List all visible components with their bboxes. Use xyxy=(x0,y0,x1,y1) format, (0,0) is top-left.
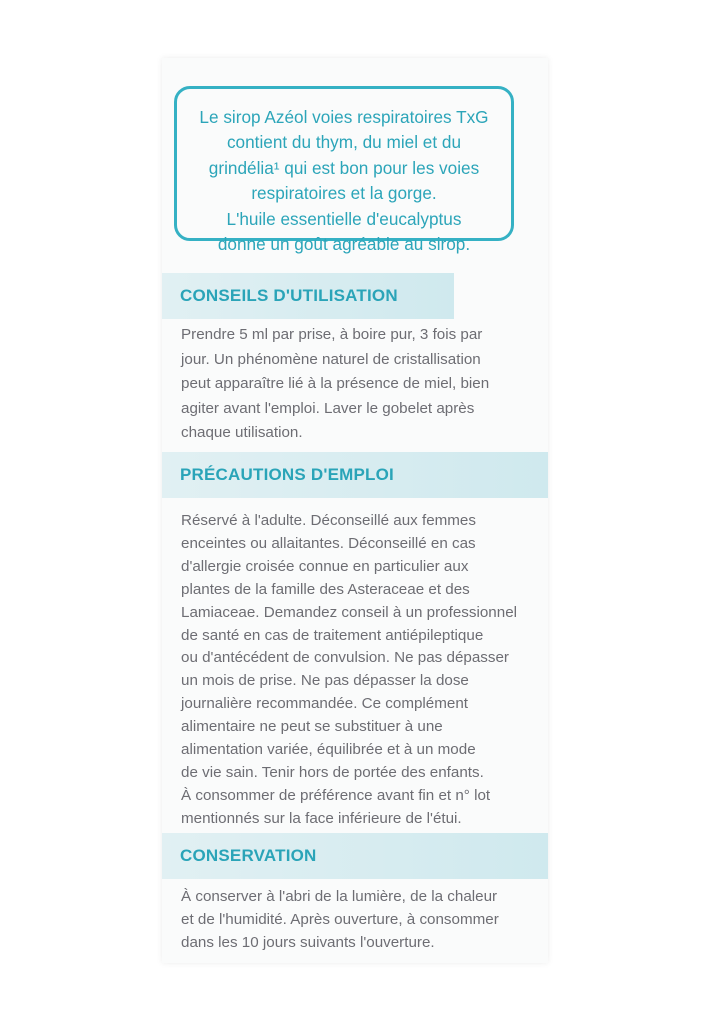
precautions-text xyxy=(181,510,517,831)
precautions-line: À consommer de préférence avant fin et n° lot xyxy=(181,786,491,804)
precautions-line: plantes de la famille des Asteraceae et des xyxy=(181,580,470,598)
precautions-section-header xyxy=(162,452,548,498)
precautions-line: alimentaire ne peut se substituer à une xyxy=(181,718,443,736)
precautions-line: enceintes ou allaitantes. Déconseillé en cas xyxy=(181,534,476,552)
precautions-line: d'allergie croisée connue en particulier aux xyxy=(181,557,469,575)
intro-box xyxy=(174,86,514,255)
intro-line: L'huile essentielle d'eucalyptus xyxy=(226,208,462,229)
conservation-line: et de l'humidité. Après ouverture, à consommer xyxy=(181,910,499,928)
conservation-text xyxy=(181,886,499,955)
conservation-line: dans les 10 jours suivants l'ouverture. xyxy=(181,933,435,951)
usage-line: jour. Un phénomène naturel de cristallisation xyxy=(181,350,481,368)
conservation-line: À conserver à l'abri de la lumière, de la chaleur xyxy=(181,888,498,905)
conservation-section-title: CONSERVATION xyxy=(180,846,317,865)
precautions-section-title: PRÉCAUTIONS D'EMPLOI xyxy=(180,465,394,484)
usage-text xyxy=(181,323,489,446)
intro-line: contient du thym, du miel et du xyxy=(226,132,462,153)
precautions-line: journalière recommandée. Ce complément xyxy=(181,695,469,713)
precautions-line: ou d'antécédent de convulsion. Ne pas dépasser xyxy=(181,649,509,667)
product-label-panel xyxy=(162,58,548,963)
precautions-line: de santé en cas de traitement antiépileptique xyxy=(181,626,484,644)
precautions-line: Lamiaceae. Demandez conseil à un professionnel xyxy=(181,603,518,621)
intro-line: donne un goût agréable au sirop. xyxy=(217,234,471,255)
precautions-line: un mois de prise. Ne pas dépasser la dose xyxy=(181,672,469,690)
usage-section-title: CONSEILS D'UTILISATION xyxy=(180,286,398,305)
usage-line: agiter avant l'emploi. Laver le gobelet après xyxy=(181,399,475,417)
usage-line: peut apparaître lié à la présence de miel, bien xyxy=(181,375,490,393)
precautions-line: mentionnés sur la face inférieure de l'étui. xyxy=(181,809,462,827)
intro-line: respiratoires et la gorge. xyxy=(251,183,437,204)
intro-line: grindélia¹ qui est bon pour les voies xyxy=(208,157,480,178)
usage-section-header xyxy=(162,273,454,319)
precautions-line: Réservé à l'adulte. Déconseillé aux femmes xyxy=(181,512,476,529)
intro-line: Le sirop Azéol voies respiratoires TxG xyxy=(199,107,489,127)
precautions-line: alimentation variée, équilibrée et à un mode xyxy=(181,741,476,759)
intro-text xyxy=(177,105,511,257)
usage-line: Prendre 5 ml par prise, à boire pur, 3 fois par xyxy=(181,326,483,343)
usage-line: chaque utilisation. xyxy=(181,424,303,442)
precautions-line: de vie sain. Tenir hors de portée des enfants. xyxy=(181,763,484,781)
conservation-section-header xyxy=(162,833,548,879)
